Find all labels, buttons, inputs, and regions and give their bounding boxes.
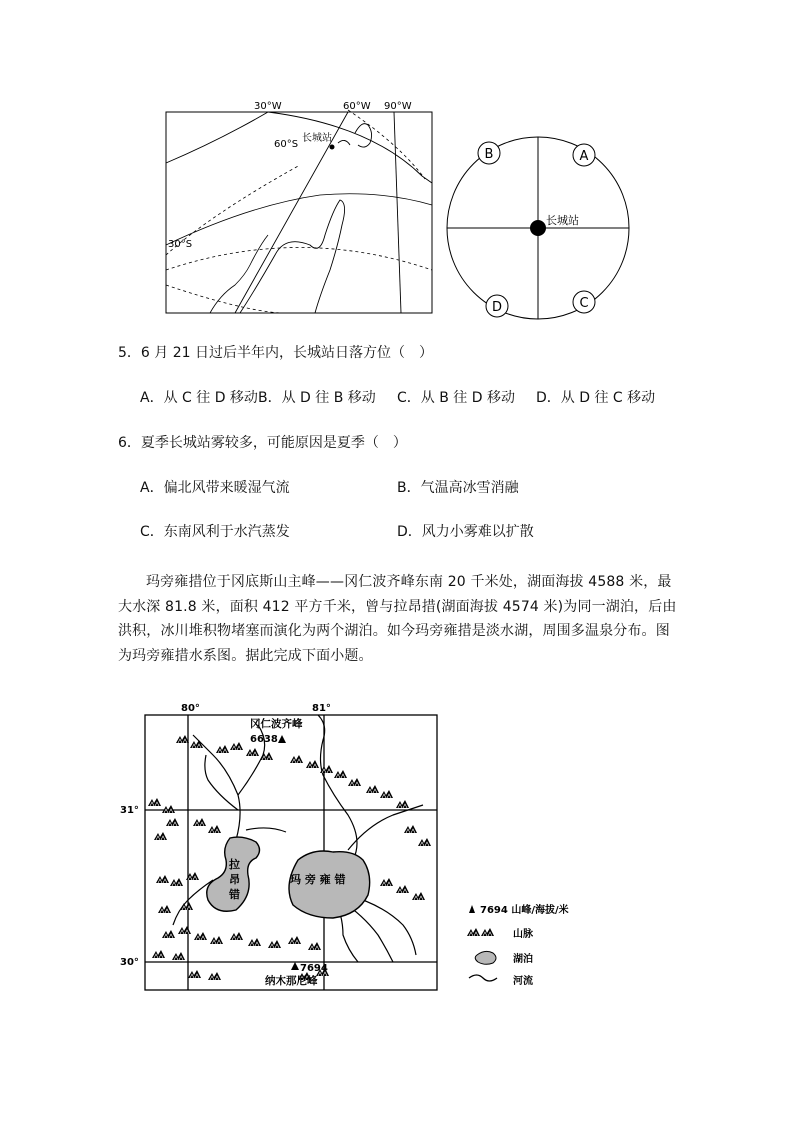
legend-peak-label: 7694 山峰/海拔/米 [480, 905, 569, 916]
point-d-marker [486, 295, 508, 317]
question-5-option-a[interactable]: A．从 C 往 D 移动 [140, 390, 258, 406]
lat-30-label: 30° [120, 957, 139, 968]
reading-passage: 玛旁雍措位于冈底斯山主峰——冈仁波齐峰东南 20 千米处，湖面海拔 4588 米，最大水深 81.8 米，面积 412 平方千米，曾与拉昂措(湖面海拔 4574 米)为同一湖泊，后由洪积，冰川堆积物堵塞而演化为两个湖泊。如今玛旁雍措是淡水湖，周围多温泉分布。图为玛旁雍措水系图。据此完成下面小题。 [118, 574, 677, 664]
legend-mountain-label: 山脉 [513, 929, 533, 940]
question-5-option-c[interactable]: C．从 B 往 D 移动 [397, 390, 515, 406]
lake-west-label-1: 拉 [229, 858, 240, 871]
map-label-station: 长城站 [302, 133, 332, 144]
lake-system-map [118, 700, 448, 995]
peak-south-name: 纳木那尼峰 [265, 975, 318, 987]
map-label-lat1: 60°S [274, 139, 299, 150]
point-b-marker [478, 142, 500, 164]
compass-station-label: 长城站 [546, 214, 579, 227]
question-6-option-a[interactable]: A．偏北风带来暖湿气流 [140, 480, 290, 496]
lake-west-label-2: 昂 [229, 873, 240, 886]
station-center-dot [530, 220, 546, 236]
peak-north-name: 冈仁波齐峰 [250, 718, 303, 730]
antarctic-map-figure [150, 95, 440, 320]
question-6-option-d[interactable]: D．风力小雾难以扩散 [397, 524, 534, 540]
lon-80-label: 80° [181, 703, 200, 714]
svg-text:C: C [579, 296, 589, 311]
lat-31-label: 31° [120, 805, 139, 816]
map-label-lon3: 90°W [384, 101, 412, 112]
map-label-lon1: 30°W [254, 101, 282, 112]
peak-south-elevation: 7694 [300, 963, 328, 974]
peak-north-elevation: 6638 [250, 734, 278, 745]
legend-river-label: 河流 [513, 976, 533, 987]
question-6-option-b[interactable]: B．气温高冰雪消融 [397, 480, 519, 496]
peak-north-marker [278, 735, 286, 743]
lon-81-label: 81° [312, 703, 331, 714]
map-label-lat2: 30°S [168, 239, 193, 250]
map-label-lon2: 60°W [343, 101, 371, 112]
legend-lake-icon [475, 951, 496, 964]
lake-east-label: 玛 旁 雍 错 [290, 873, 346, 886]
point-a-marker [573, 144, 595, 166]
question-6-stem: 6．夏季长城站雾较多，可能原因是夏季（ ） [118, 435, 407, 451]
question-5-option-d[interactable]: D．从 D 往 C 移动 [536, 390, 656, 406]
lake-west-label-3: 错 [229, 888, 240, 901]
legend-peak-icon [469, 905, 475, 913]
legend-mountain-icon [467, 928, 494, 936]
svg-text:B: B [484, 147, 494, 162]
point-c-marker [573, 291, 595, 313]
legend-lake-label: 湖泊 [513, 954, 533, 965]
peak-south-marker [291, 962, 299, 970]
question-5-option-b[interactable]: B．从 D 往 B 移动 [258, 390, 376, 406]
legend-river-icon [469, 975, 497, 981]
compass-figure [445, 135, 645, 325]
svg-text:A: A [579, 149, 589, 164]
map-legend [465, 898, 625, 994]
station-dot [330, 145, 335, 150]
question-5-stem: 5．6 月 21 日过后半年内，长城站日落方位（ ） [118, 345, 433, 361]
question-6-option-c[interactable]: C．东南风利于水汽蒸发 [140, 524, 290, 540]
svg-text:D: D [491, 300, 503, 315]
